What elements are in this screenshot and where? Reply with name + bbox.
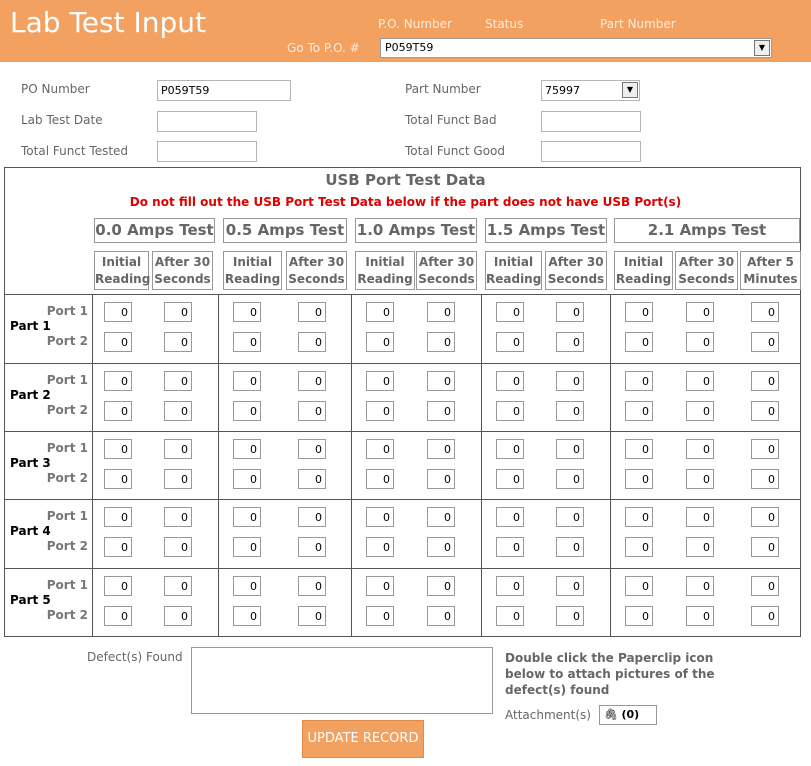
reading-input[interactable]: 0 — [298, 371, 326, 391]
reading-input[interactable]: 0 — [427, 401, 455, 421]
reading-input[interactable]: 0 — [298, 537, 326, 557]
reading-input[interactable]: 0 — [556, 537, 584, 557]
reading-input[interactable]: 0 — [686, 576, 714, 596]
reading-input[interactable]: 0 — [233, 576, 261, 596]
reading-input[interactable]: 0 — [298, 332, 326, 352]
column-header-line: After 30 — [418, 255, 475, 269]
reading-input[interactable]: 0 — [104, 537, 132, 557]
reading-input[interactable]: 0 — [366, 332, 394, 352]
reading-input[interactable]: 0 — [496, 401, 524, 421]
row-divider — [4, 568, 801, 569]
reading-input[interactable]: 0 — [751, 332, 779, 352]
reading-input[interactable]: 0 — [366, 606, 394, 626]
column-header-line: After 30 — [288, 255, 345, 269]
reading-input[interactable]: 0 — [164, 537, 192, 557]
column-header — [223, 251, 282, 290]
reading-input[interactable]: 0 — [233, 537, 261, 557]
reading-input[interactable]: 0 — [496, 371, 524, 391]
column-divider — [351, 294, 352, 637]
reading-input[interactable]: 0 — [298, 401, 326, 421]
total-funct-bad-label: Total Funct Bad — [405, 113, 497, 127]
reading-input[interactable]: 0 — [496, 507, 524, 527]
reading-input[interactable]: 0 — [366, 439, 394, 459]
reading-input[interactable]: 0 — [427, 606, 455, 626]
reading-input[interactable]: 0 — [556, 371, 584, 391]
reading-input[interactable]: 0 — [625, 507, 653, 527]
row-divider — [4, 431, 801, 432]
amp-test-header: 1.0 Amps Test — [355, 218, 477, 243]
reading-input[interactable]: 0 — [686, 606, 714, 626]
port-label: Port 1 — [46, 373, 88, 387]
reading-input[interactable]: 0 — [496, 332, 524, 352]
reading-input[interactable]: 0 — [366, 401, 394, 421]
reading-input[interactable]: 0 — [686, 332, 714, 352]
column-header — [675, 251, 738, 290]
reading-input[interactable]: 0 — [686, 507, 714, 527]
reading-input[interactable]: 0 — [751, 537, 779, 557]
reading-input[interactable]: 0 — [233, 401, 261, 421]
dropdown-arrow-icon[interactable]: ▼ — [754, 40, 770, 56]
reading-input[interactable]: 0 — [164, 401, 192, 421]
po-number-label: PO Number — [21, 82, 90, 96]
reading-input[interactable]: 0 — [427, 507, 455, 527]
reading-input[interactable]: 0 — [427, 576, 455, 596]
defects-found-label: Defect(s) Found — [87, 650, 183, 664]
reading-input[interactable]: 0 — [556, 332, 584, 352]
reading-input[interactable]: 0 — [556, 439, 584, 459]
goto-po-combobox[interactable] — [380, 38, 772, 58]
reading-input[interactable]: 0 — [164, 576, 192, 596]
port-label: Port 1 — [46, 509, 88, 523]
reading-input[interactable]: 0 — [233, 439, 261, 459]
reading-input[interactable]: 0 — [366, 302, 394, 322]
total-funct-tested-field[interactable] — [157, 141, 257, 162]
reading-input[interactable]: 0 — [556, 576, 584, 596]
total-funct-good-field[interactable] — [541, 141, 641, 162]
column-header-line: Seconds — [547, 272, 605, 286]
reading-input[interactable]: 0 — [366, 371, 394, 391]
reading-input[interactable]: 0 — [496, 469, 524, 489]
reading-input[interactable]: 0 — [164, 606, 192, 626]
column-header-part-number: Part Number — [600, 17, 676, 31]
reading-input[interactable]: 0 — [427, 537, 455, 557]
reading-input[interactable]: 0 — [751, 401, 779, 421]
reading-input[interactable]: 0 — [625, 469, 653, 489]
port-label: Port 2 — [46, 608, 88, 622]
column-header-line: Reading — [95, 272, 151, 286]
column-header-line: Initial — [623, 255, 664, 269]
reading-input[interactable]: 0 — [233, 371, 261, 391]
column-header — [286, 251, 347, 290]
reading-input[interactable]: 0 — [164, 302, 192, 322]
reading-input[interactable]: 0 — [751, 439, 779, 459]
reading-input[interactable]: 0 — [164, 507, 192, 527]
column-header-line: Reading — [615, 272, 672, 286]
reading-input[interactable]: 0 — [366, 576, 394, 596]
usb-warning-text: Do not fill out the USB Port Test Data below if the part does not have USB Port(s) — [129, 195, 682, 209]
lab-test-date-label: Lab Test Date — [21, 113, 103, 127]
reading-input[interactable]: 0 — [686, 401, 714, 421]
column-header-line: Reading — [486, 272, 542, 286]
column-divider — [218, 294, 219, 637]
column-header — [355, 251, 415, 290]
column-header — [614, 251, 673, 290]
update-record-button[interactable]: UPDATE RECORD — [302, 720, 424, 758]
reading-input[interactable]: 0 — [686, 469, 714, 489]
column-divider — [92, 294, 93, 637]
reading-input[interactable]: 0 — [496, 606, 524, 626]
part-label: Part 5 — [10, 593, 51, 607]
reading-input[interactable]: 0 — [233, 507, 261, 527]
reading-input[interactable]: 0 — [686, 371, 714, 391]
column-header — [740, 251, 801, 290]
reading-input[interactable]: 0 — [751, 371, 779, 391]
column-header-line: After 5 — [747, 255, 794, 269]
row-divider — [4, 363, 801, 364]
column-header-line: After 30 — [678, 255, 735, 269]
reading-input[interactable]: 0 — [686, 439, 714, 459]
column-header-line: Initial — [365, 255, 405, 269]
reading-input[interactable]: 0 — [366, 469, 394, 489]
reading-input[interactable]: 0 — [496, 302, 524, 322]
column-header — [545, 251, 607, 290]
goto-po-value: P059T59 — [385, 41, 434, 54]
reading-input[interactable]: 0 — [104, 606, 132, 626]
reading-input[interactable]: 0 — [427, 371, 455, 391]
reading-input[interactable]: 0 — [298, 302, 326, 322]
reading-input[interactable]: 0 — [751, 507, 779, 527]
column-header-line: Initial — [101, 255, 142, 269]
reading-input[interactable]: 0 — [164, 332, 192, 352]
column-header — [485, 251, 542, 290]
reading-input[interactable]: 0 — [427, 302, 455, 322]
row-divider — [4, 636, 801, 637]
reading-input[interactable]: 0 — [625, 401, 653, 421]
port-label: Port 1 — [46, 304, 88, 318]
reading-input[interactable]: 0 — [496, 537, 524, 557]
port-label: Port 2 — [46, 334, 88, 348]
column-divider — [610, 294, 611, 637]
reading-input[interactable]: 0 — [625, 576, 653, 596]
reading-input[interactable]: 0 — [556, 469, 584, 489]
column-header-line: Initial — [232, 255, 273, 269]
reading-input[interactable]: 0 — [556, 507, 584, 527]
reading-input[interactable]: 0 — [298, 576, 326, 596]
reading-input[interactable]: 0 — [298, 606, 326, 626]
column-header-line: Initial — [493, 255, 534, 269]
reading-input[interactable]: 0 — [298, 469, 326, 489]
reading-input[interactable]: 0 — [556, 606, 584, 626]
reading-input[interactable]: 0 — [104, 439, 132, 459]
column-header — [152, 251, 213, 290]
goto-po-label: Go To P.O. # — [287, 41, 360, 55]
reading-input[interactable]: 0 — [556, 302, 584, 322]
row-divider — [4, 294, 801, 295]
reading-input[interactable]: 0 — [751, 302, 779, 322]
reading-input[interactable]: 0 — [625, 332, 653, 352]
po-number-field[interactable]: P059T59 — [157, 80, 291, 101]
column-header-line: Minutes — [743, 272, 798, 286]
column-header-line: Seconds — [154, 272, 211, 286]
amp-test-header: 1.5 Amps Test — [485, 218, 607, 243]
port-label: Port 1 — [46, 441, 88, 455]
reading-input[interactable]: 0 — [104, 401, 132, 421]
reading-input[interactable]: 0 — [751, 576, 779, 596]
reading-input[interactable]: 0 — [625, 302, 653, 322]
reading-input[interactable]: 0 — [751, 606, 779, 626]
reading-input[interactable]: 0 — [164, 439, 192, 459]
reading-input[interactable]: 0 — [625, 371, 653, 391]
column-header-line: After 30 — [548, 255, 604, 269]
column-divider — [481, 294, 482, 637]
reading-input[interactable]: 0 — [104, 332, 132, 352]
attach-instructions: Double click the Paperclip icon below to attach pictures of the defect(s) found — [505, 651, 715, 697]
reading-input[interactable]: 0 — [233, 469, 261, 489]
reading-input[interactable]: 0 — [104, 302, 132, 322]
reading-input[interactable]: 0 — [625, 606, 653, 626]
part-label: Part 3 — [10, 456, 51, 470]
reading-input[interactable]: 0 — [625, 537, 653, 557]
part-number-label: Part Number — [405, 82, 481, 96]
column-header-line: Reading — [224, 272, 281, 286]
reading-input[interactable]: 0 — [104, 469, 132, 489]
attachments-label: Attachment(s) — [505, 708, 591, 722]
reading-input[interactable]: 0 — [427, 332, 455, 352]
reading-input[interactable]: 0 — [427, 439, 455, 459]
part-number-combobox[interactable] — [541, 80, 640, 101]
reading-input[interactable]: 0 — [625, 439, 653, 459]
column-header-status: Status — [485, 17, 524, 31]
port-label: Port 1 — [46, 578, 88, 592]
reading-input[interactable]: 0 — [164, 371, 192, 391]
column-header-line: Reading — [357, 272, 413, 286]
part-label: Part 1 — [10, 319, 51, 333]
lab-test-date-field[interactable] — [157, 111, 257, 132]
reading-input[interactable]: 0 — [164, 469, 192, 489]
column-header-po-number: P.O. Number — [378, 17, 452, 31]
column-header-line: After 30 — [154, 255, 211, 269]
reading-input[interactable]: 0 — [104, 371, 132, 391]
column-header-line: Seconds — [418, 272, 475, 286]
reading-input[interactable]: 0 — [366, 507, 394, 527]
total-funct-bad-field[interactable] — [541, 111, 641, 132]
reading-input[interactable]: 0 — [496, 576, 524, 596]
dropdown-arrow-icon[interactable]: ▼ — [622, 82, 638, 98]
reading-input[interactable]: 0 — [233, 332, 261, 352]
reading-input[interactable]: 0 — [104, 507, 132, 527]
part-label: Part 4 — [10, 524, 51, 538]
reading-input[interactable]: 0 — [298, 507, 326, 527]
amp-test-header: 2.1 Amps Test — [614, 218, 800, 243]
defects-found-field[interactable] — [191, 647, 493, 714]
attachment-count: (0) — [621, 708, 640, 721]
reading-input[interactable]: 0 — [233, 302, 261, 322]
reading-input[interactable]: 0 — [496, 439, 524, 459]
page-title: Lab Test Input — [10, 6, 206, 39]
paperclip-icon[interactable]: 🖇 — [604, 708, 618, 721]
row-divider — [4, 499, 801, 500]
reading-input[interactable]: 0 — [233, 606, 261, 626]
column-header — [416, 251, 477, 290]
reading-input[interactable]: 0 — [298, 439, 326, 459]
reading-input[interactable]: 0 — [427, 469, 455, 489]
reading-input[interactable]: 0 — [686, 537, 714, 557]
usb-section-title: USB Port Test Data — [325, 171, 486, 189]
part-label: Part 2 — [10, 388, 51, 402]
port-label: Port 2 — [46, 471, 88, 485]
column-header-line: Seconds — [678, 272, 735, 286]
reading-input[interactable]: 0 — [556, 401, 584, 421]
total-funct-tested-label: Total Funct Tested — [21, 144, 129, 158]
reading-input[interactable]: 0 — [686, 302, 714, 322]
port-label: Port 2 — [46, 539, 88, 553]
part-number-value: 75997 — [545, 84, 580, 97]
column-header — [94, 251, 149, 290]
amp-test-header: 0.0 Amps Test — [94, 218, 215, 243]
reading-input[interactable]: 0 — [104, 576, 132, 596]
total-funct-good-label: Total Funct Good — [405, 144, 506, 158]
attachments-field[interactable] — [599, 705, 657, 725]
column-header-line: Seconds — [288, 272, 345, 286]
port-label: Port 2 — [46, 403, 88, 417]
amp-test-header: 0.5 Amps Test — [223, 218, 347, 243]
reading-input[interactable]: 0 — [751, 469, 779, 489]
reading-input[interactable]: 0 — [366, 537, 394, 557]
